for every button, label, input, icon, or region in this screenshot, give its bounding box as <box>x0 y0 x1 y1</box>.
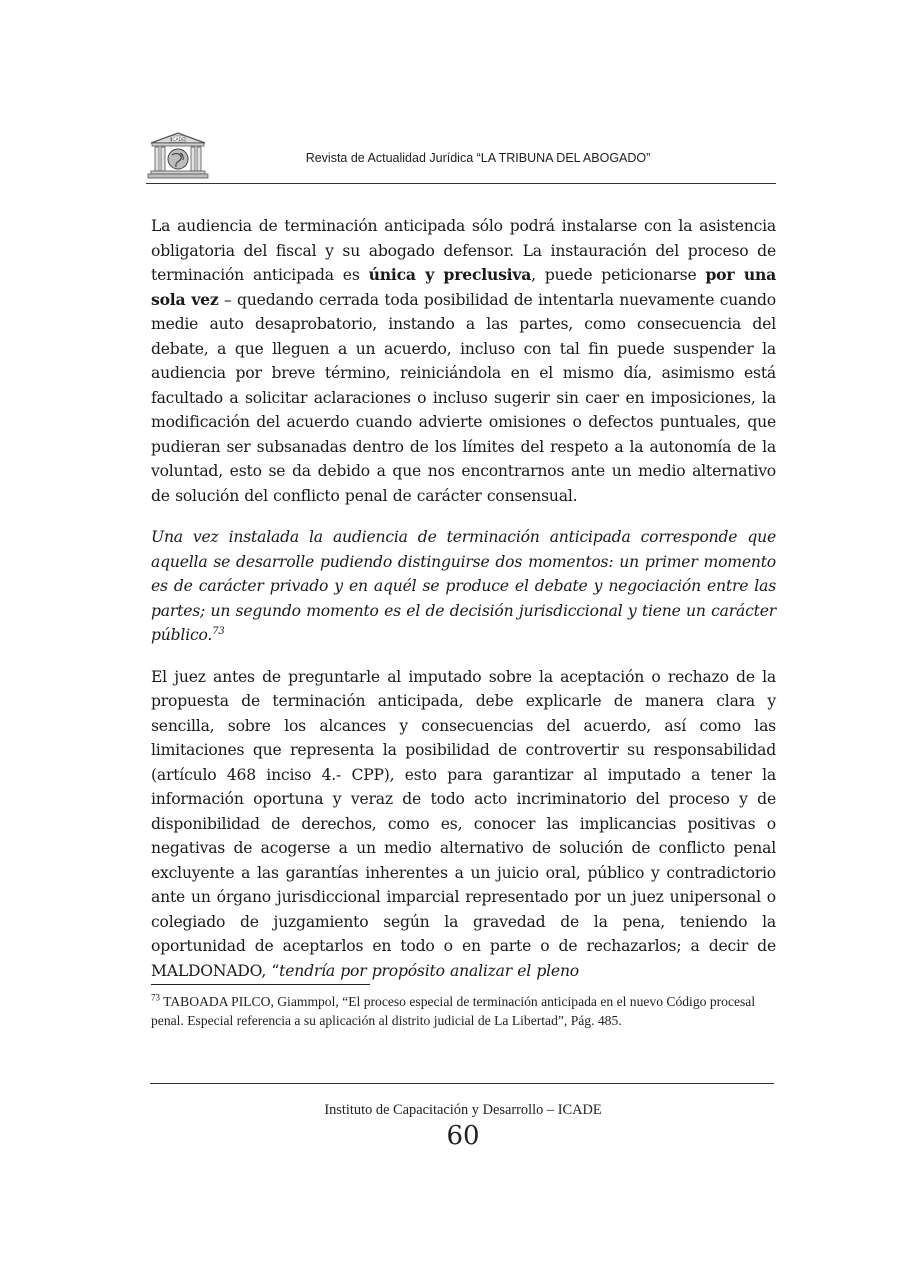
logo-text: ICADE <box>171 138 185 143</box>
paragraph-3-italic: tendría por propósito analizar el pleno <box>279 961 579 980</box>
footnote-text: TABOADA PILCO, Giammpol, “El proceso especial de terminación anticipada en el nuevo Código procesal penal. Especial referencia a su aplicación al distrito judicial de La Libertad”, Pág. 485. <box>151 994 756 1028</box>
paragraph-1 <box>151 214 776 508</box>
footnote-reference[interactable]: 73 <box>212 625 225 637</box>
footnote-number: 73 <box>151 992 160 1003</box>
icade-logo <box>146 131 210 181</box>
quoted-paragraph <box>151 525 776 648</box>
footnote <box>151 992 776 1030</box>
header-divider <box>146 183 776 184</box>
paragraph-1-bold-b: por una sola vez <box>151 265 776 309</box>
quoted-paragraph-text: Una vez instalada la audiencia de terminación anticipada corresponde que aquella se desarrolle pudiendo distinguirse dos momentos: un primer momento es de carácter privado y en aquél se produce el debate y negociación entre las partes; un segundo momento es el de decisión jurisdiccional y tiene un carácter público. <box>151 528 776 644</box>
page-number: 60 <box>446 1121 480 1151</box>
paragraph-3 <box>151 665 776 984</box>
footnote-divider <box>151 984 370 985</box>
paragraph-1-text-c: – quedando cerrada toda posibilidad de intentarla nuevamente cuando medie auto desaprobatorio, instando a las partes, como consecuencia del debate, a que lleguen a un acuerdo, incluso con tal fin puede suspender la audiencia por breve término, reiniciándola en el mismo día, asimismo está facultado a solicitar aclaraciones o incluso sugerir sin caer en imposiciones, la modificación del acuerdo cuando advierte omisiones o defectos puntuales, que pudieran ser subsanadas dentro de los límites del respeto a la autonomía de la voluntad, esto se da debido a que nos encontrarnos ante un medio alternativo de solución del conflicto penal de carácter consensual. <box>151 290 776 505</box>
paragraph-3-text: El juez antes de preguntarle al imputado sobre la aceptación o rechazo de la propuesta de terminación anticipada, debe explicarle de manera clara y sencilla, sobre los alcances y consecuencias del acuerdo, así como las limitaciones que representa la posibilidad de controvertir su responsabilidad (artículo 468 inciso 4.- CPP), esto para garantizar al imputado a tener la información oportuna y veraz de todo acto incriminatorio del proceso y de disponibilidad de derechos, como es, conocer las implicancias positivas o negativas de acogerse a un medio alternativo de solución de conflicto penal excluyente a las garantías inherentes a un juicio oral, público y contradictorio ante un órgano jurisdiccional imparcial representado por un juez unipersonal o colegiado de juzgamiento según la gravedad de la pena, teniendo la oportunidad de aceptarlos en todo o en parte o de rechazarlos; a decir de MALDONADO, “ <box>151 667 776 980</box>
paragraph-1-bold-a: única y preclusiva <box>368 265 532 284</box>
article-body <box>151 214 776 983</box>
footer-institution: Instituto de Capacitación y Desarrollo – ICADE <box>324 1102 602 1118</box>
paragraph-1-text-a: La audiencia de terminación anticipada sólo podrá instalarse con la asistencia obligatoria del fiscal y su abogado defensor. La instauración del proceso de terminación anticipada es <box>151 217 776 284</box>
paragraph-1-text-b: , puede peticionarse <box>531 266 706 284</box>
journal-title: Revista de Actualidad Jurídica “LA TRIBUNA DEL ABOGADO” <box>305 151 651 165</box>
footer-divider <box>150 1083 774 1084</box>
